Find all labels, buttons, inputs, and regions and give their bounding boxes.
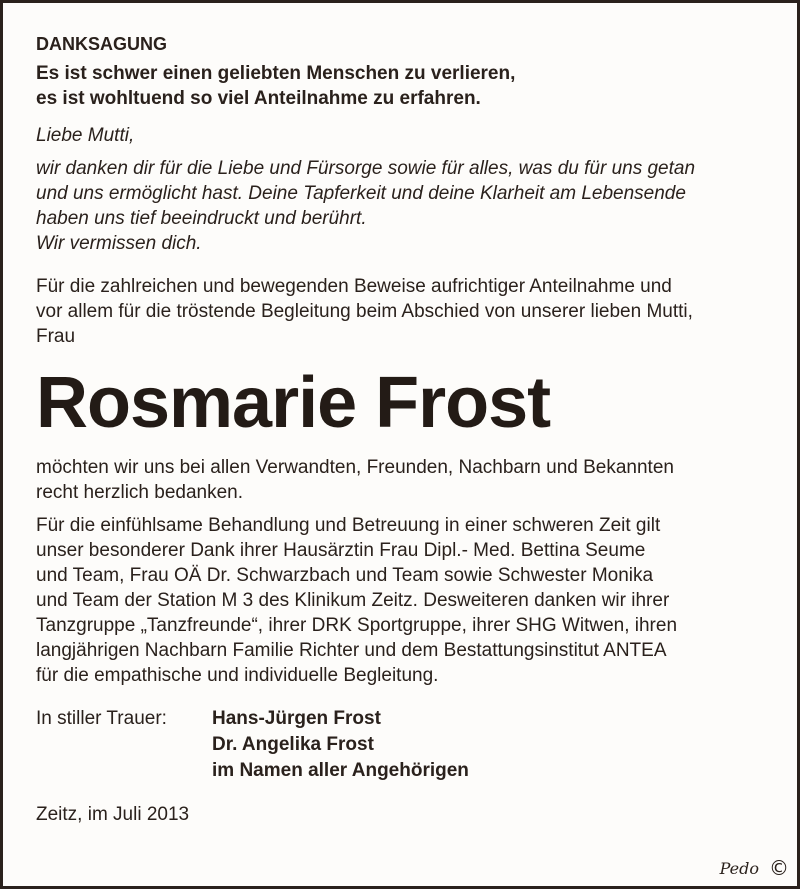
care-line: und Team der Station M 3 des Klinikum Zeitz. Desweiteren danken wir ihrer [36, 590, 670, 611]
mourning-label: In stiller Trauer: [36, 708, 167, 729]
care-block [36, 513, 776, 688]
care-line: für die empathische und individuelle Begleitung. [36, 665, 439, 686]
mourners-block [36, 706, 776, 784]
intro-line: Für die zahlreichen und bewegenden Beweise aufrichtiger Anteilnahme und [36, 276, 672, 297]
copyright-icon: © [769, 856, 789, 880]
mourner-name: Hans-Jürgen Frost [212, 708, 381, 729]
thanks-line: möchten wir uns bei allen Verwandten, Freunden, Nachbarn und Bekannten [36, 457, 674, 478]
place-date: Zeitz, im Juli 2013 [36, 804, 190, 825]
mourner-name: im Namen aller Angehörigen [212, 760, 469, 781]
notice-content [36, 29, 776, 827]
salutation: Liebe Mutti, [36, 125, 135, 146]
care-line: langjährigen Nachbarn Familie Richter und dem Bestattungsinstitut ANTEA [36, 640, 667, 661]
intro-line: vor allem für die tröstende Begleitung beim Abschied von unserer lieben Mutti, [36, 301, 693, 322]
letter-block [36, 156, 776, 256]
care-line: und Team, Frau OÄ Dr. Schwarzbach und Team sowie Schwester Monika [36, 565, 654, 586]
designer-signature: Pedo [719, 859, 759, 878]
care-line: unser besonderer Dank ihrer Hausärztin Frau Dipl.- Med. Bettina Seume [36, 540, 646, 561]
notice-heading: DANKSAGUNG [36, 34, 168, 54]
intro-block [36, 274, 776, 349]
mourner-names [212, 706, 776, 784]
care-line: Für die einfühlsame Behandlung und Betreuung in einer schweren Zeit gilt [36, 515, 661, 536]
intro-line: Frau [36, 326, 76, 347]
lead-line: es ist wohltuend so viel Anteilnahme zu erfahren. [36, 88, 481, 109]
thanks-line: recht herzlich bedanken. [36, 482, 244, 503]
lead-line: Es ist schwer einen geliebten Menschen zu verlieren, [36, 63, 516, 84]
letter-line: haben uns tief beeindruckt und berührt. [36, 208, 367, 229]
lead-block [36, 61, 776, 111]
letter-line: und uns ermöglicht hast. Deine Tapferkeit und deine Klarheit am Lebensende [36, 183, 686, 204]
care-line: Tanzgruppe „Tanzfreunde“, ihrer DRK Sportgruppe, ihrer SHG Witwen, ihren [36, 615, 678, 636]
deceased-name: Rosmarie Frost [36, 363, 551, 443]
letter-line: Wir vermissen dich. [36, 233, 202, 254]
letter-line: wir danken dir für die Liebe und Fürsorge sowie für alles, was du für uns getan [36, 158, 696, 179]
thanks-block [36, 455, 776, 505]
mourner-name: Dr. Angelika Frost [212, 734, 374, 755]
